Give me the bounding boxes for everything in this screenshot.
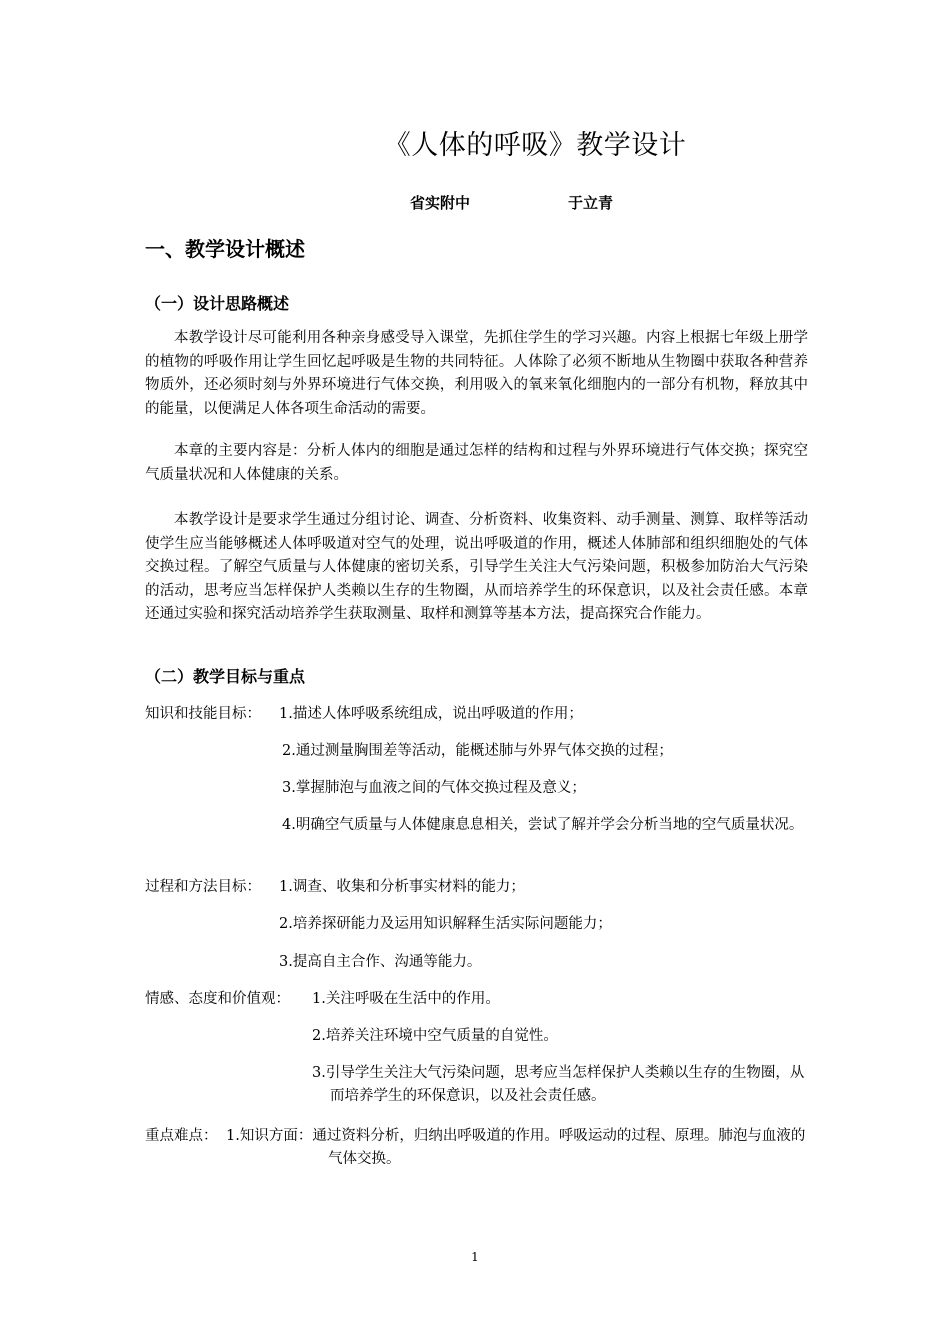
page-number: 1 [471,1250,479,1264]
objective-item: 1.描述人体呼吸系统组成，说出呼吸道的作用； [279,706,583,722]
objective-item: 2.培养探研能力及运用知识解释生活实际问题能力； [279,916,612,932]
objective-item: 3.掌握肺泡与血液之间的气体交换过程及意义； [282,780,586,796]
objective-label-process: 过程和方法目标： [145,879,261,895]
objective-item: 2.培养关注环境中空气质量的自觉性。 [312,1028,558,1044]
keypoints-text: 1.知识方面：通过资料分析，归纳出呼吸道的作用。呼吸运动的过程、原理。肺泡与血液的气体交换。 [226,1128,806,1167]
objective-item: 2.通过测量胸围差等活动，能概述肺与外界气体交换的过程； [282,743,673,759]
keypoints-label: 重点难点： [145,1128,218,1144]
byline-school: 省实附中 [410,194,471,212]
objective-item: 1.关注呼吸在生活中的作用。 [312,991,500,1007]
subsection-heading-objectives: （二）教学目标与重点 [145,667,306,686]
paragraph: 本教学设计尽可能利用各种亲身感受导入课堂，先抓住学生的学习兴趣。内容上根据七年级上册学的植物的呼吸作用让学生回忆起呼吸是生物的共同特征。人体除了必须不断地从生物圈中获取各种营养物质外，还必须时刻与外界环境进行气体交换，利用吸入的氧来氧化细胞内的一部分有机物，释放其中的能量，以便满足人体各项生命活动的需要。 [145,330,808,417]
objective-item: 4.明确空气质量与人体健康息息相关，尝试了解并学会分析当地的空气质量状况。 [282,817,804,833]
objective-label-emotion: 情感、态度和价值观： [145,991,290,1007]
objective-label-knowledge: 知识和技能目标： [145,706,261,722]
document-title: 《人体的呼吸》教学设计 [383,130,687,161]
subsection-heading-design: （一）设计思路概述 [145,294,290,313]
objective-item: 1.调查、收集和分析事实材料的能力； [279,879,525,895]
paragraph: 本教学设计是要求学生通过分组讨论、调查、分析资料、收集资料、动手测量、测算、取样等活动使学生应当能够概述人体呼吸道对空气的处理，说出呼吸道的作用，概述人体肺部和组织细胞处的气体交换过程。了解空气质量与人体健康的密切关系，引导学生关注大气污染问题，积极参加防治大气污染的活动，思考应当怎样保护人类赖以生存的生物圈，从而培养学生的环保意识，以及社会责任感。本章还通过实验和探究活动培养学生获取测量、取样和测算等基本方法，提高探究合作能力。 [145,512,808,622]
objective-item: 3.引导学生关注大气污染问题，思考应当怎样保护人类赖以生存的生物圈，从而培养学生的环保意识，以及社会责任感。 [312,1065,805,1104]
section-heading: 一、教学设计概述 [145,237,305,261]
paragraph: 本章的主要内容是：分析人体内的细胞是通过怎样的结构和过程与外界环境进行气体交换；探究空气质量状况和人体健康的关系。 [145,443,808,483]
objective-item: 3.提高自主合作、沟通等能力。 [279,954,482,970]
byline-author: 于立青 [568,194,614,212]
